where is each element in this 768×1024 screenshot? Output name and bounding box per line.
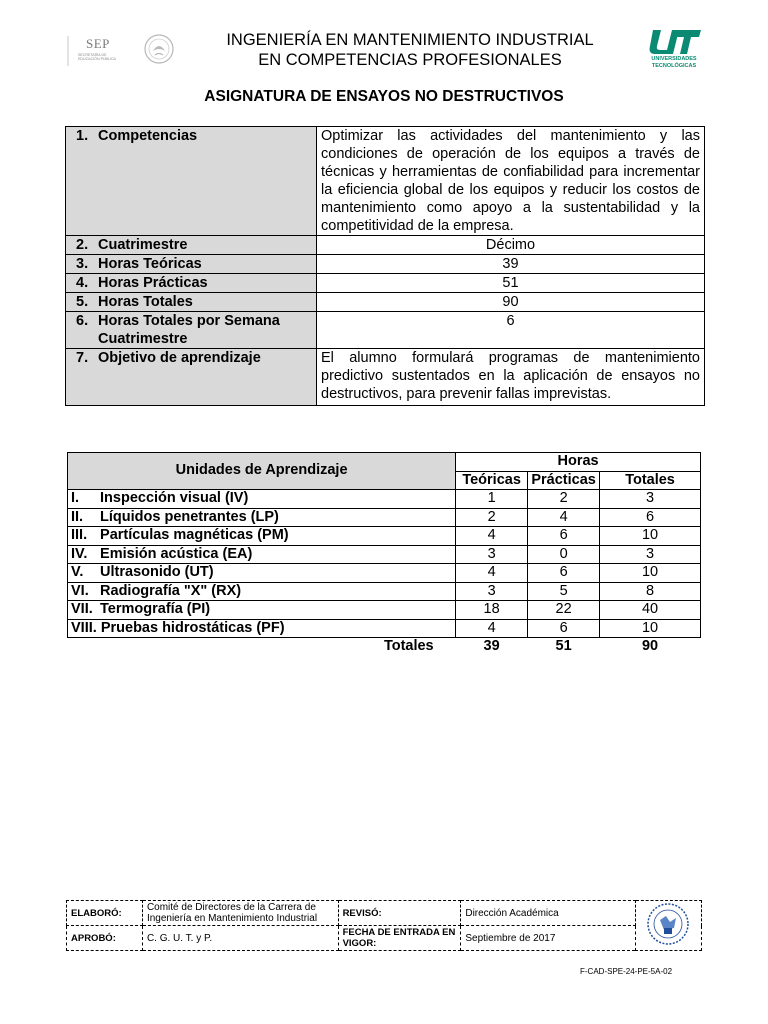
unit-practicas: 22 xyxy=(528,601,600,620)
ut-logo-label xyxy=(638,56,710,69)
unit-name xyxy=(68,545,456,564)
unit-totales: 8 xyxy=(600,582,701,601)
unit-name xyxy=(68,564,456,583)
unit-row xyxy=(68,508,701,527)
info-label-text: Objetivo de aprendizaje xyxy=(98,350,261,366)
unit-row xyxy=(68,527,701,546)
approval-footer xyxy=(66,900,702,950)
info-label xyxy=(66,312,317,349)
unit-number: III. xyxy=(71,527,88,543)
info-label xyxy=(66,236,317,255)
info-row-horas-practicas xyxy=(66,274,705,293)
unit-totales: 6 xyxy=(600,508,701,527)
mexico-seal-icon xyxy=(143,33,175,65)
info-row-horas-totales xyxy=(66,293,705,312)
unit-row xyxy=(68,545,701,564)
info-value: 51 xyxy=(317,274,705,293)
unit-name xyxy=(68,490,456,509)
ut-logo xyxy=(645,26,705,84)
unit-practicas: 2 xyxy=(528,490,600,509)
units-header-label: Unidades de Aprendizaje xyxy=(68,453,456,490)
fecha-value: Septiembre de 2017 xyxy=(461,926,636,951)
unit-totales: 3 xyxy=(600,490,701,509)
certification-seal-icon xyxy=(635,901,701,951)
unit-title: Radiografía "X" (RX) xyxy=(100,582,242,599)
sep-logo-subtitle: SECRETARÍA DE EDUCACIÓN PÚBLICA xyxy=(78,53,116,61)
info-num: 1. xyxy=(76,128,89,144)
unit-row xyxy=(68,601,701,620)
elaboro-value: Comité de Directores de la Carrera de Ingeniería en Mantenimiento Industrial xyxy=(142,901,338,926)
info-label-text-cont: Cuatrimestre xyxy=(98,331,188,347)
unit-teoricas: 2 xyxy=(456,508,528,527)
subject-title: ASIGNATURA DE ENSAYOS NO DESTRUCTIVOS xyxy=(204,88,564,105)
total-teoricas: 39 xyxy=(483,638,500,654)
col-totales: Totales xyxy=(600,471,701,490)
unit-row xyxy=(68,564,701,583)
unit-title: Termografía (PI) xyxy=(100,601,211,617)
unit-totales: 10 xyxy=(600,564,701,583)
unit-teoricas: 4 xyxy=(456,564,528,583)
info-value: El alumno formulará programas de mantenimiento predictivo sustentados en la aplicación de ensayos no destructivos, para prevenir fallas imprevistas. xyxy=(317,349,705,406)
unit-title: Partículas magnéticas (PM) xyxy=(100,527,289,543)
info-row-competencias xyxy=(66,127,705,236)
page-header-title xyxy=(200,30,620,70)
ut-logo-label-line1: UNIVERSIDADES xyxy=(651,56,697,62)
unit-practicas: 0 xyxy=(528,545,600,564)
info-num: 7. xyxy=(76,350,89,366)
footer-row-1 xyxy=(67,901,702,926)
reviso-value: Dirección Académica xyxy=(461,901,636,926)
unit-number: IV. xyxy=(71,545,88,562)
unit-teoricas: 1 xyxy=(456,490,528,509)
info-num: 2. xyxy=(76,237,89,253)
info-label-text: Cuatrimestre xyxy=(98,237,188,253)
info-num: 6. xyxy=(76,313,89,329)
ut-logo-label-line2: TECNOLÓGICAS xyxy=(651,62,697,69)
unit-teoricas: 3 xyxy=(456,582,528,601)
unit-row xyxy=(68,490,701,509)
unit-title: Emisión acústica (EA) xyxy=(100,545,253,562)
unit-teoricas: 18 xyxy=(456,601,528,620)
totals-label: Totales xyxy=(383,638,434,654)
info-num: 5. xyxy=(76,294,89,310)
fecha-label: FECHA DE ENTRADA EN VIGOR: xyxy=(338,926,461,951)
col-practicas: Prácticas xyxy=(528,471,600,490)
info-value: Optimizar las actividades del mantenimiento y las condiciones de operación de los equipos a través de técnicas y herramientas de confiabilidad para incrementar la eficiencia global de los equipos y reducir los costos de mantenimiento como apoyo a la sustentabilidad y la competitividad de la empresa. xyxy=(317,127,705,236)
total-practicas: 51 xyxy=(555,638,572,654)
info-row-cuatrimestre xyxy=(66,236,705,255)
unit-number: II. xyxy=(71,508,84,525)
learning-units-table xyxy=(67,452,701,656)
info-label-text: Horas Prácticas xyxy=(98,275,208,291)
info-row-horas-semana xyxy=(66,312,705,349)
col-teoricas: Teóricas xyxy=(456,471,528,490)
unit-name xyxy=(68,582,456,601)
info-row-objetivo xyxy=(66,349,705,406)
info-label xyxy=(66,274,317,293)
unit-number: I. xyxy=(71,490,80,506)
reviso-label: REVISÓ: xyxy=(338,901,461,926)
unit-totales: 3 xyxy=(600,545,701,564)
unit-number: V. xyxy=(71,564,84,580)
unit-totales: 10 xyxy=(600,619,701,638)
aprobo-label: APROBÓ: xyxy=(67,926,143,951)
info-num: 4. xyxy=(76,275,89,291)
unit-title: Pruebas hidrostáticas (PF) xyxy=(100,619,285,636)
info-value: Décimo xyxy=(317,236,705,255)
elaboro-label: ELABORÓ: xyxy=(67,901,143,926)
unit-totales: 40 xyxy=(600,601,701,620)
hours-header-label: Horas xyxy=(456,453,701,472)
unit-teoricas: 4 xyxy=(456,527,528,546)
unit-title: Líquidos penetrantes (LP) xyxy=(100,508,279,525)
unit-practicas: 5 xyxy=(528,582,600,601)
header-title-line-1: INGENIERÍA EN MANTENIMIENTO INDUSTRIAL xyxy=(226,31,594,49)
aprobo-value: C. G. U. T. y P. xyxy=(142,926,338,951)
info-value: 90 xyxy=(317,293,705,312)
unit-title: Ultrasonido (UT) xyxy=(100,564,214,580)
unit-row xyxy=(68,582,701,601)
unit-row xyxy=(68,619,701,638)
document-code: F-CAD-SPE-24-PE-5A-02 xyxy=(580,967,673,976)
unit-practicas: 4 xyxy=(528,508,600,527)
unit-title: Inspección visual (IV) xyxy=(100,490,249,506)
unit-teoricas: 3 xyxy=(456,545,528,564)
info-label-text: Horas Totales por Semana xyxy=(98,313,280,329)
unit-practicas: 6 xyxy=(528,527,600,546)
info-num: 3. xyxy=(76,256,89,272)
total-totales: 90 xyxy=(641,638,659,654)
subject-info-table xyxy=(65,126,705,406)
info-label xyxy=(66,255,317,274)
header-title-line-2: EN COMPETENCIAS PROFESIONALES xyxy=(258,51,562,69)
unit-name xyxy=(68,601,456,620)
info-value: 6 xyxy=(317,312,705,349)
unit-totales: 10 xyxy=(600,527,701,546)
unit-teoricas: 4 xyxy=(456,619,528,638)
unit-number: VII. xyxy=(71,601,93,617)
units-header-row xyxy=(68,453,701,472)
unit-name xyxy=(68,619,456,638)
info-value: 39 xyxy=(317,255,705,274)
sep-logo-text: SEP xyxy=(86,36,110,51)
unit-name xyxy=(68,508,456,527)
info-label-text: Horas Teóricas xyxy=(98,256,202,272)
info-row-horas-teoricas xyxy=(66,255,705,274)
info-label-text: Horas Totales xyxy=(98,294,193,310)
info-label xyxy=(66,349,317,406)
unit-practicas: 6 xyxy=(528,619,600,638)
unit-name xyxy=(68,527,456,546)
unit-number: VI. xyxy=(71,582,89,599)
info-label xyxy=(66,127,317,236)
footer-row-2 xyxy=(67,926,702,951)
units-totals-row xyxy=(68,638,701,656)
info-label-text: Competencias xyxy=(98,128,198,144)
unit-practicas: 6 xyxy=(528,564,600,583)
unit-number: VIII. xyxy=(71,619,97,636)
info-label xyxy=(66,293,317,312)
